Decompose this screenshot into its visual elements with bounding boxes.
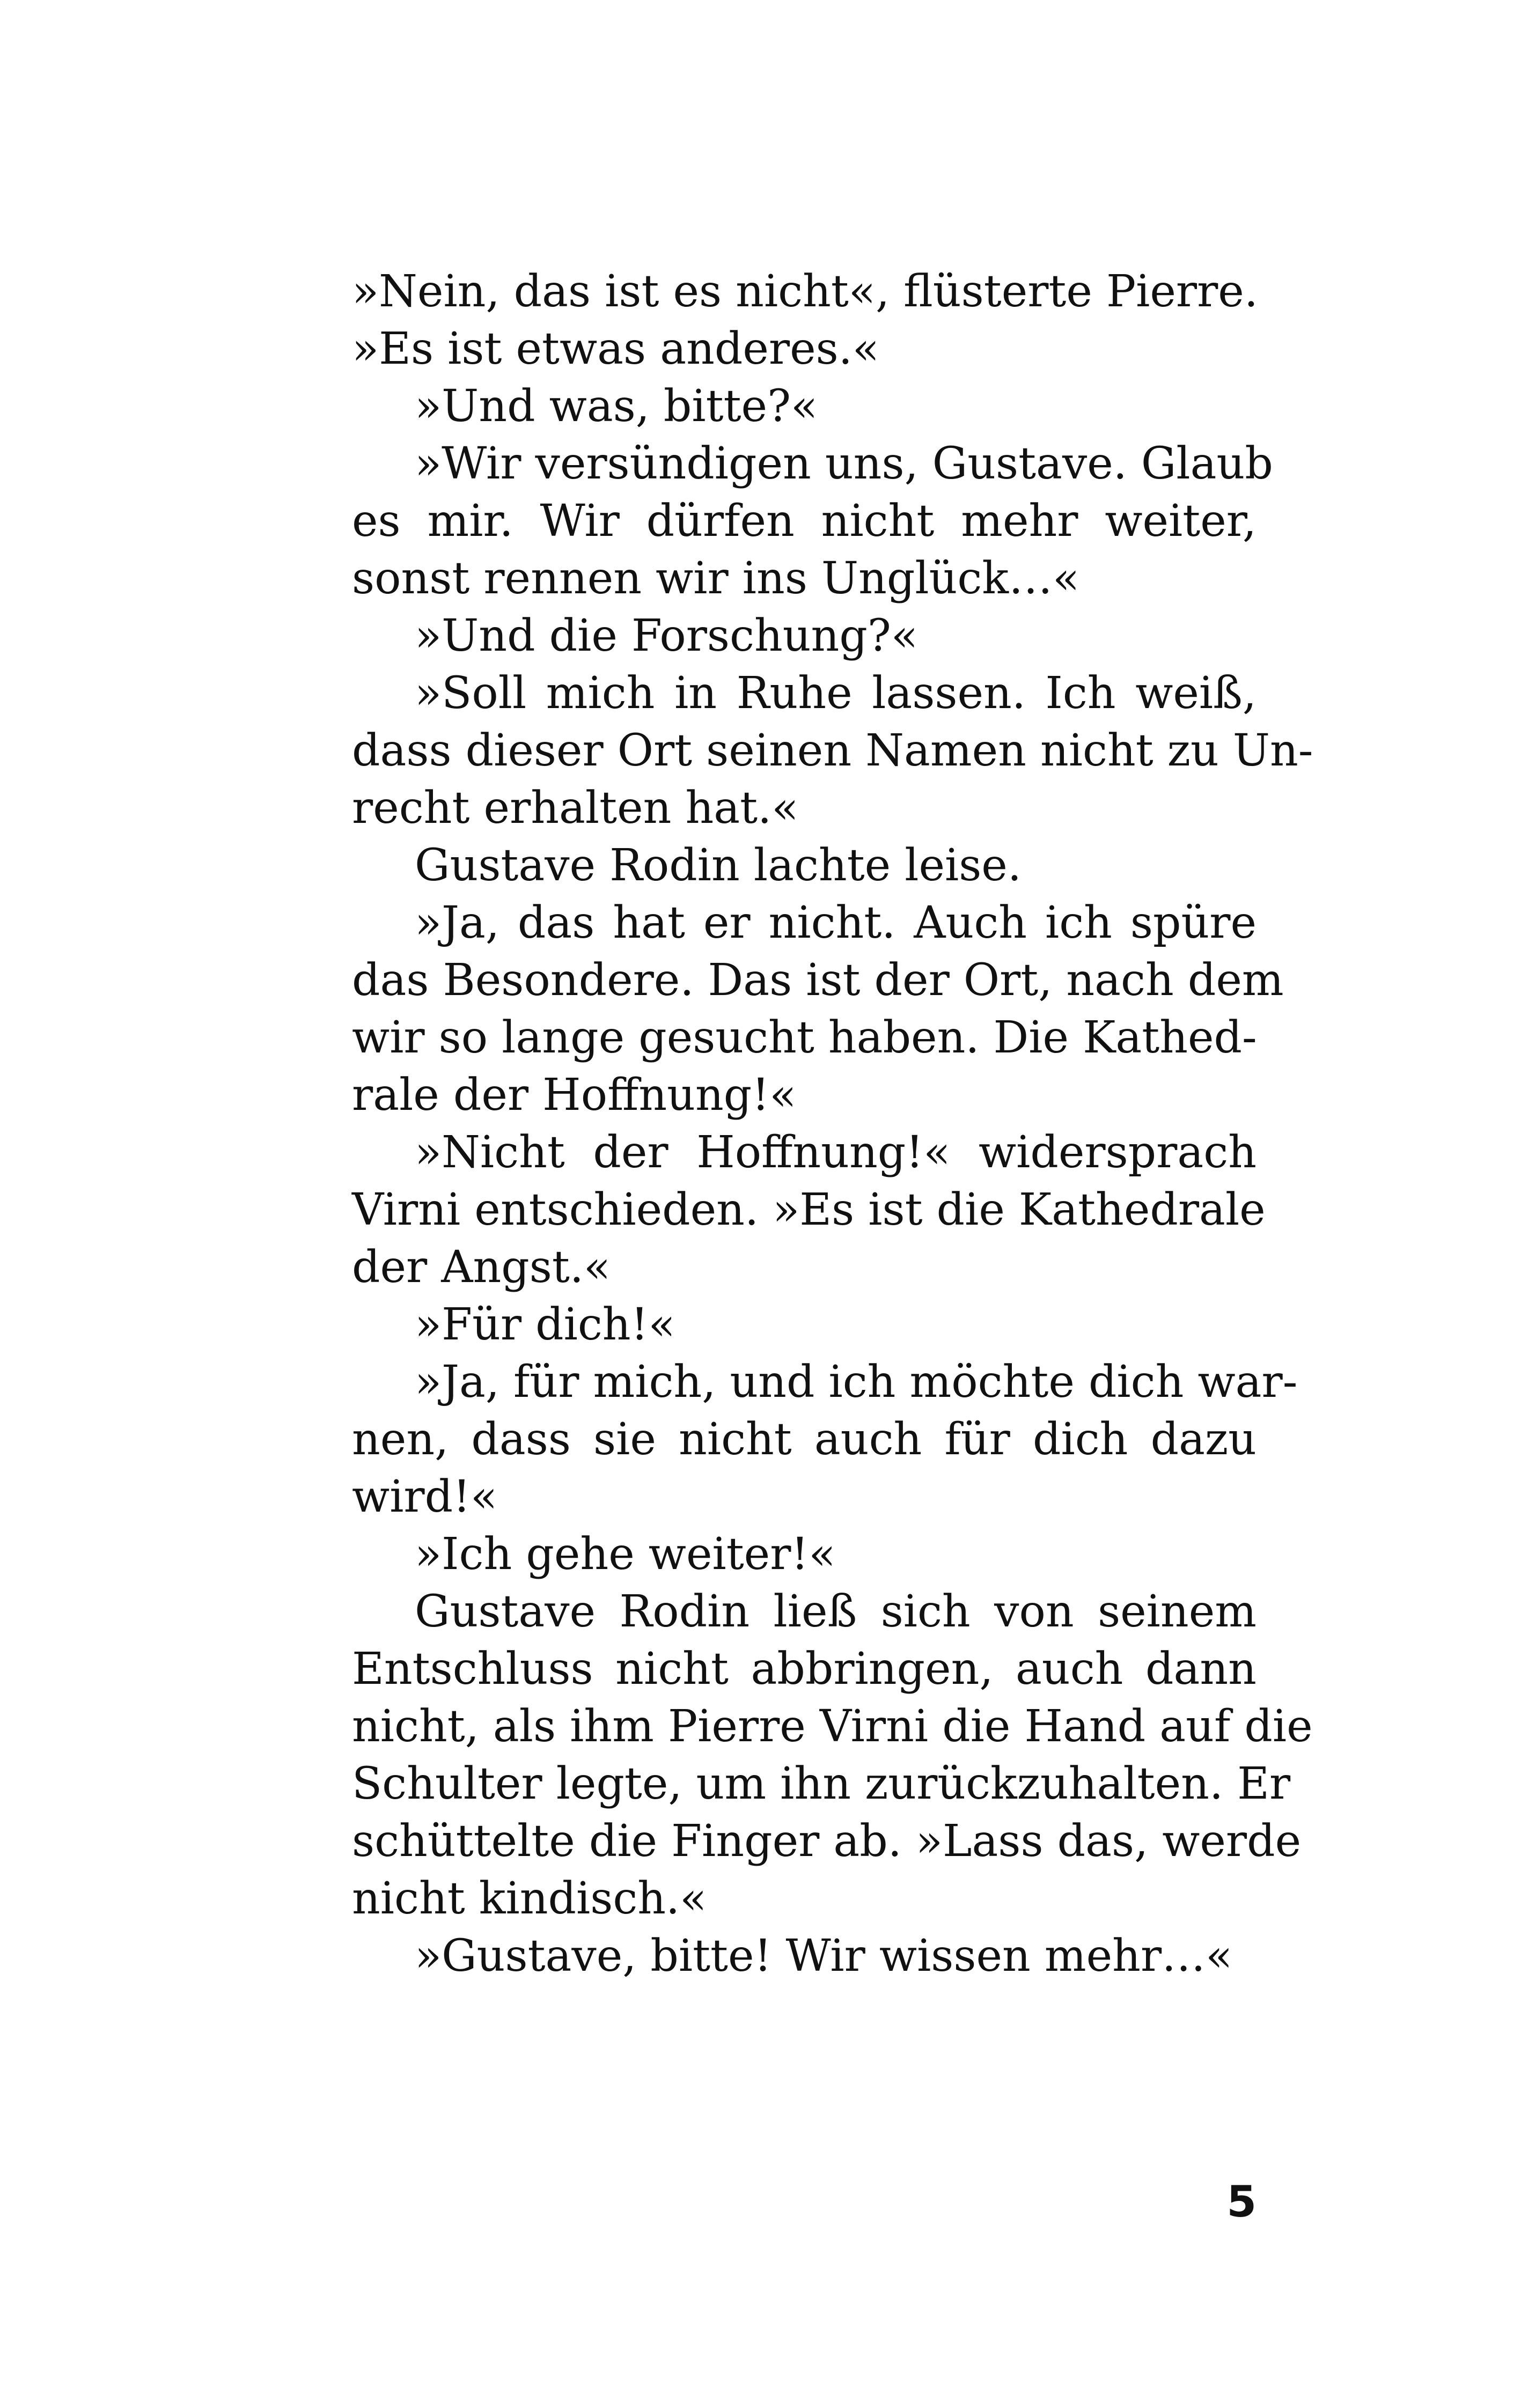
text-line: nicht, als ihm Pierre Virni die Hand auf die: [352, 1701, 1313, 1752]
text-line: Schulter legte, um ihn zurückzuhalten. Er: [352, 1758, 1291, 1809]
text-line: »Für dich!«: [415, 1299, 675, 1350]
text-line: der Angst.«: [352, 1242, 611, 1293]
text-line: »Nicht der Hoffnung!« widersprach: [415, 1127, 1257, 1178]
text-line: wir so lange gesucht haben. Die Kathed-: [352, 1012, 1257, 1063]
text-line: das Besondere. Das ist der Ort, nach dem: [352, 955, 1284, 1006]
text-line: rale der Hoffnung!«: [352, 1070, 797, 1121]
text-line: Entschluss nicht abbringen, auch dann: [352, 1644, 1257, 1695]
text-line: »Ja, das hat er nicht. Auch ich spüre: [415, 897, 1257, 948]
text-line: dass dieser Ort seinen Namen nicht zu Un-: [352, 725, 1313, 776]
text-line: Gustave Rodin ließ sich von seinem: [415, 1586, 1257, 1637]
text-line: Virni entschieden. »Es ist die Kathedrale: [352, 1184, 1266, 1235]
text-line: recht erhalten hat.«: [352, 783, 799, 834]
text-line: »Und die Forschung?«: [415, 610, 918, 661]
text-line: nicht kindisch.«: [352, 1873, 707, 1924]
text-line: wird!«: [352, 1471, 498, 1522]
text-line: »Ja, für mich, und ich möchte dich war-: [415, 1357, 1298, 1408]
text-line: »Nein, das ist es nicht«, flüsterte Pierre.: [352, 266, 1258, 317]
text-line: sonst rennen wir ins Unglück…«: [352, 553, 1080, 604]
text-line: »Wir versündigen uns, Gustave. Glaub: [415, 438, 1273, 489]
text-line: »Und was, bitte?«: [415, 381, 818, 432]
text-line: nen, dass sie nicht auch für dich dazu: [352, 1414, 1257, 1465]
body-text: [352, 263, 1313, 1985]
text-line: »Soll mich in Ruhe lassen. Ich weiß,: [415, 668, 1257, 719]
text-line: schüttelte die Finger ab. »Lass das, werde: [352, 1816, 1302, 1867]
page-number: 5: [1226, 2177, 1257, 2227]
text-line: »Es ist etwas anderes.«: [352, 323, 879, 374]
text-line: es mir. Wir dürfen nicht mehr weiter,: [352, 496, 1257, 547]
text-line: »Gustave, bitte! Wir wissen mehr…«: [415, 1931, 1233, 1982]
text-line: Gustave Rodin lachte leise.: [415, 840, 1022, 891]
text-line: »Ich gehe weiter!«: [415, 1529, 836, 1580]
